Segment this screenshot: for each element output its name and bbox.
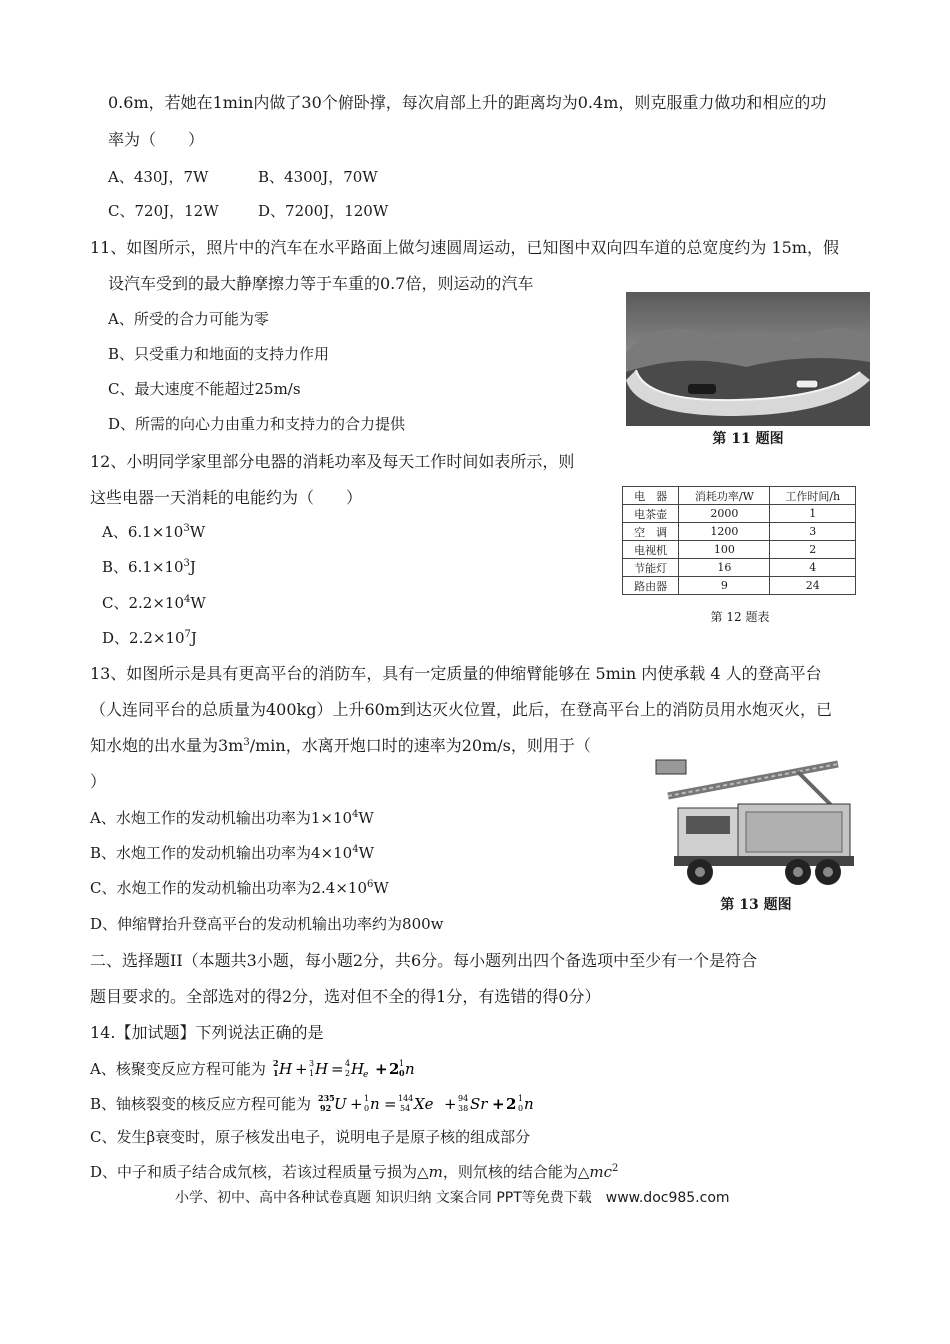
q14-option-c: C、发生β衰变时，原子核发出电子，说明电子是原子核的组成部分 [90,1128,531,1146]
svg-text:54: 54 [399,1104,410,1113]
fire-truck-image [648,756,864,888]
svg-text:2: 2 [388,1060,400,1078]
svg-text:1: 1 [398,1059,404,1068]
q13-option-a: A、水炮工作的发动机输出功率为$1\times 10^4W$ [90,809,374,827]
q11-option-c: C、最大速度不能超过25m/s [108,380,301,398]
q12-option-d: D、$2.2\times 10^7J$ [102,629,197,647]
svg-text:235: 235 [317,1093,335,1103]
svg-text:1: 1 [272,1068,279,1078]
svg-text:Xe: Xe [413,1095,434,1113]
q11-option-b: B、只受重力和地面的支持力作用 [108,345,330,363]
q11-option-d: D、所需的向心力由重力和支持力的合力提供 [108,415,406,433]
table-cell: 1200 [679,523,770,541]
svg-text:e: e [362,1070,368,1080]
q11-figure [626,292,870,452]
q14-stem: 14.【加试题】下列说法正确的是 [90,1023,324,1042]
q12-option-c: C、$2.2\times 10^4W$ [102,594,206,612]
svg-text:4: 4 [344,1059,350,1068]
table-row [623,523,856,541]
q11-stem-line-2: 设汽车受到的最大静摩擦力等于车重的0.7倍，则运动的汽车 [108,274,534,293]
table-cell: 16 [679,559,770,577]
table-cell: 2 [770,541,856,559]
fusion-equation-image [271,1056,421,1080]
svg-text:=: = [330,1060,344,1078]
table-header-cell: 电 器 [623,487,679,505]
table-header-cell: 工作时间/h [770,487,856,505]
section2-instructions-line-2: 题目要求的。全部选对的得2分，选对但不全的得1分，有选错的得0分） [90,987,601,1006]
footer-download-notice: 小学、初中、高中各种试卷真题 知识归纳 文案合同 PPT等免费下载 www.doc985.com [175,1190,730,1206]
q14-option-a: A、核聚变反应方程可能为 2 1 H + 3 1 H = 4 2 H e + 2 1 0 n [90,1056,421,1080]
svg-text:0: 0 [398,1068,405,1078]
q10-option-b: B、4300J，70W [258,168,378,186]
table-header-row [623,487,856,505]
q13-figure-caption: 第 13 题图 [720,897,792,913]
q13-stem-line-4: ） [90,772,107,791]
svg-text:1: 1 [308,1069,314,1078]
table-cell: 2000 [679,505,770,523]
q13-figure [648,756,864,916]
q10-option-a: A、430J，7W [108,168,209,186]
svg-text:92: 92 [319,1103,331,1113]
table-row [623,559,856,577]
q13-option-c: C、水炮工作的发动机输出功率为$2.4\times 10^6W$ [90,879,389,897]
svg-text:H: H [350,1060,364,1078]
table-cell: 1 [770,505,856,523]
q11-stem-line-1: 11、如图所示，照片中的汽车在水平路面上做匀速圆周运动，已知图中双向四车道的总宽度约为 15m，假 [90,238,839,257]
table-cell: 3 [770,523,856,541]
svg-text:+: + [374,1060,388,1078]
svg-text:1: 1 [517,1094,523,1103]
svg-text:+: + [349,1095,363,1113]
svg-text:38: 38 [457,1104,468,1113]
svg-text:n: n [523,1095,534,1113]
q13-option-d: D、伸缩臂抬升登高平台的发动机输出功率约为800w [90,915,444,933]
q12-stem-line-2: 这些电器一天消耗的电能约为（ ） [90,488,363,507]
q12-table-figure [622,486,858,628]
svg-text:U: U [333,1095,347,1113]
table-cell: 空 调 [623,523,679,541]
table-cell: 电视机 [623,541,679,559]
q10-option-d: D、7200J，120W [258,202,389,220]
svg-text:0: 0 [363,1104,369,1113]
table-cell: 路由器 [623,577,679,595]
q14-option-b: B、铀核裂变的核反应方程可能为 235 92 U + 1 0 n = 144 54 Xe + 94 38 Sr + 2 1 0 n [90,1091,572,1115]
table-row [623,505,856,523]
svg-text:+: + [443,1095,457,1113]
table-cell: 100 [679,541,770,559]
q13-stem-line-1: 13、如图所示是具有更高平台的消防车，具有一定质量的伸缩臂能够在 5min 内使承载 4 人的登高平台 [90,664,822,683]
table-header-cell: 消耗功率/W [679,487,770,505]
svg-text:144: 144 [397,1094,414,1103]
q12-stem-line-1: 12、小明同学家里部分电器的消耗功率及每天工作时间如表所示，则 [90,452,575,471]
svg-text:n: n [404,1060,415,1078]
table-cell: 4 [770,559,856,577]
svg-text:2: 2 [505,1095,517,1113]
fission-equation-image [316,1091,572,1115]
table-cell: 24 [770,577,856,595]
svg-text:H: H [314,1060,328,1078]
svg-text:3: 3 [308,1059,314,1068]
q12-option-a: A、$6.1\times 10^3W$ [102,523,206,541]
svg-text:1: 1 [363,1094,369,1103]
q12-option-b: B、$6.1\times 10^3J$ [102,558,196,576]
svg-text:=: = [383,1095,397,1113]
table-cell: 节能灯 [623,559,679,577]
table-row [623,577,856,595]
q13-stem-line-2: （人连同平台的总质量为400kg）上升60m到达灭火位置，此后，在登高平台上的消防员用水炮灭火，已 [90,700,833,719]
q12-table-caption: 第 12 题表 [710,610,770,624]
q10-option-c: C、720J，12W [108,202,219,220]
svg-text:Sr: Sr [469,1095,488,1113]
q13-stem-line-3: 知水炮的出水量为$3m^3/\min$，水离开炮口时的速率为20m/s，则用于（ [90,736,591,755]
appliance-table [622,486,856,595]
svg-text:94: 94 [457,1094,468,1103]
svg-text:+: + [294,1060,308,1078]
road-photo-image [626,292,870,426]
q13-option-b: B、水炮工作的发动机输出功率为$4\times 10^4W$ [90,844,375,862]
svg-text:2: 2 [272,1058,279,1068]
svg-text:2: 2 [344,1069,350,1078]
section2-instructions-line-1: 二、选择题II（本题共3小题，每小题2分，共6分。每小题列出四个备选项中至少有一个是符合 [90,951,758,970]
svg-text:n: n [369,1095,380,1113]
svg-text:H: H [278,1060,292,1078]
svg-text:0: 0 [517,1104,523,1113]
q10-stem-line-2: 率为（ ） [108,130,205,149]
table-cell: 电茶壶 [623,505,679,523]
svg-text:+: + [491,1095,505,1113]
q10-stem-line-1: 0.6m，若她在1min内做了30个俯卧撑，每次肩部上升的距离均为0.4m，则克服重力做功和相应的功 [108,93,827,112]
table-row [623,541,856,559]
q11-figure-caption: 第 11 题图 [712,431,784,447]
table-cell: 9 [679,577,770,595]
q14-option-d: D、中子和质子结合成氘核，若该过程质量亏损为△m，则氘核的结合能为$\triangle mc^2$ [90,1163,619,1181]
q11-option-a: A、所受的合力可能为零 [108,310,269,328]
